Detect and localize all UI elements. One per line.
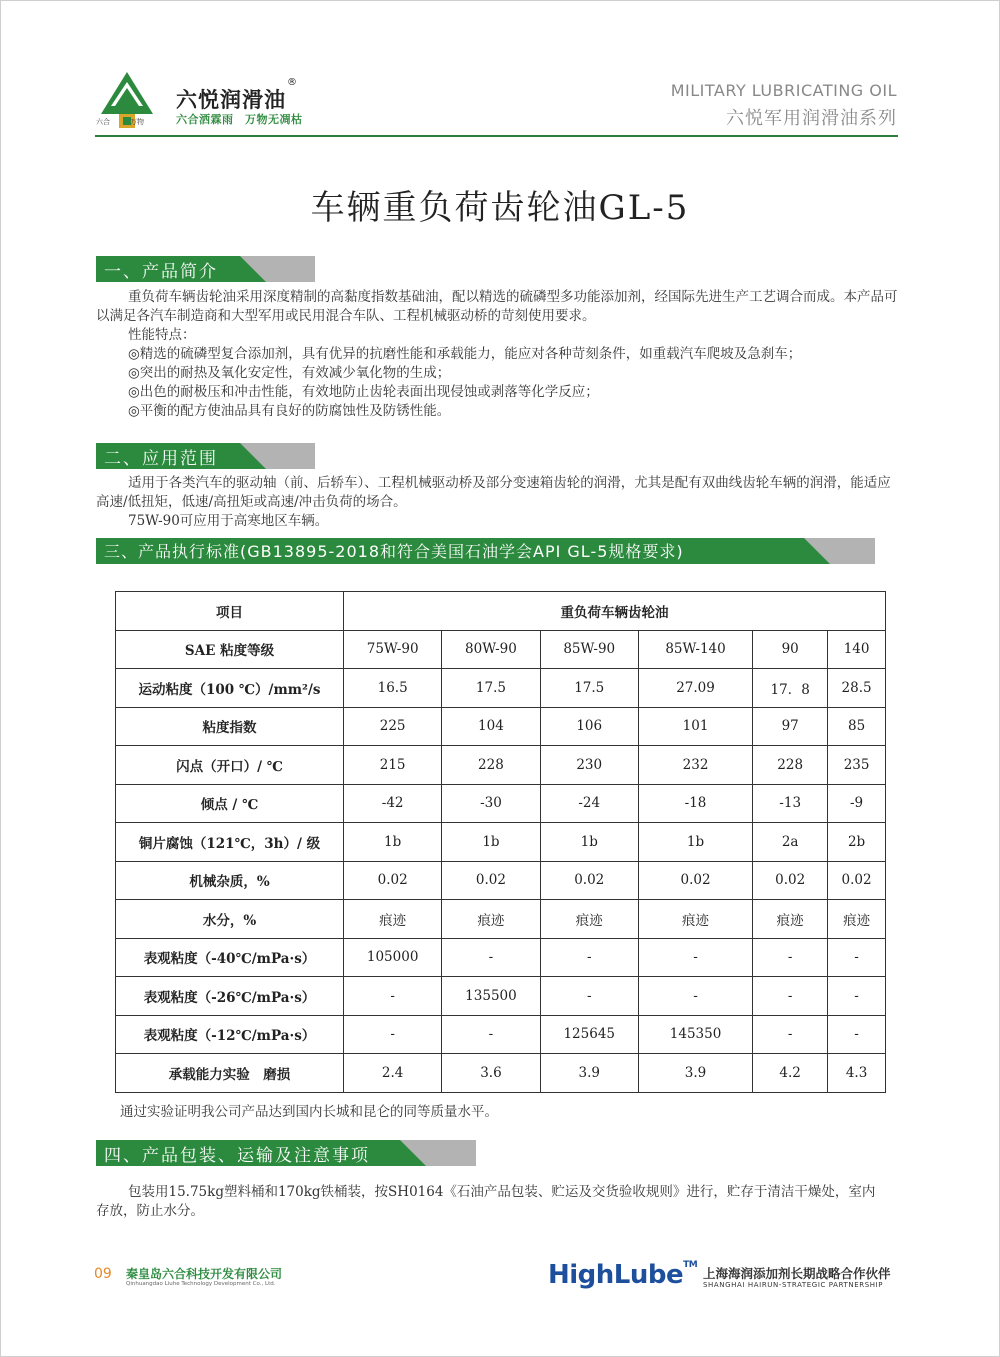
table-cell: -13 <box>753 784 828 823</box>
brand-name: 六悦润滑油 <box>176 88 286 112</box>
table-cell: 2b <box>828 823 886 862</box>
row-label: 运动粘度（100 ℃）/mm²/s <box>116 669 344 708</box>
table-cell: - <box>828 977 886 1016</box>
table-cell: - <box>753 1015 828 1054</box>
table-cell: 101 <box>638 707 752 746</box>
table-cell: 痕迹 <box>442 900 540 939</box>
table-row <box>116 938 886 977</box>
table-cell: - <box>638 977 752 1016</box>
table-cell: 228 <box>442 746 540 785</box>
partner-text-cn: 上海海润添加剂长期战略合作伙伴 <box>703 1266 891 1281</box>
table-cell: - <box>540 977 638 1016</box>
table-cell: 0.02 <box>638 861 752 900</box>
table-cell: 3.9 <box>540 1054 638 1093</box>
table-cell: 232 <box>638 746 752 785</box>
table-cell: 97 <box>753 707 828 746</box>
table-row <box>116 669 886 708</box>
partner-text-en: SHANGHAI HAIRUN-STRATEGIC PARTNERSHIP <box>703 1281 884 1289</box>
table-row <box>116 1054 886 1093</box>
table-cell: 85W-90 <box>540 630 638 669</box>
table-cell: 16.5 <box>344 669 442 708</box>
table-header-row <box>116 592 886 631</box>
company-name-cn: 秦皇岛六合科技开发有限公司 <box>126 1267 283 1281</box>
table-cell: 17.5 <box>540 669 638 708</box>
application-text <box>96 474 901 531</box>
page-title: 车辆重负荷齿轮油GL-5 <box>310 188 690 228</box>
table-cell: 痕迹 <box>540 900 638 939</box>
features-title: 性能特点： <box>128 327 196 343</box>
table-cell: - <box>753 938 828 977</box>
table-cell: 106 <box>540 707 638 746</box>
table-cell: 0.02 <box>753 861 828 900</box>
table-cell: -30 <box>442 784 540 823</box>
brand-slogan: 六合洒霖雨 万物无凋枯 <box>176 113 303 126</box>
series-title-cn: 六悦军用润滑油系列 <box>726 108 897 129</box>
section-heading-intro: 一、产品简介 <box>96 256 315 282</box>
table-cell: - <box>638 938 752 977</box>
table-cell: 3.6 <box>442 1054 540 1093</box>
table-cell: 75W-90 <box>344 630 442 669</box>
table-cell: 125645 <box>540 1015 638 1054</box>
table-cell: 228 <box>753 746 828 785</box>
section-heading-packaging: 四、产品包装、运输及注意事项 <box>96 1140 476 1166</box>
header-cell-item: 项目 <box>116 592 344 631</box>
table-cell: 235 <box>828 746 886 785</box>
table-cell: 28.5 <box>828 669 886 708</box>
company-name-en: Qinhuangdao Liuhe Technology Development Co., Ltd. <box>126 1281 276 1287</box>
table-row <box>116 784 886 823</box>
row-label: 承载能力实验 磨损 <box>116 1054 344 1093</box>
packaging-text <box>96 1183 886 1221</box>
feature-item: ◎精选的硫磷型复合添加剂，具有优异的抗磨性能和承载能力，能应对各种苛刻条件，如重载汽车爬坡及急刹车； <box>128 346 802 362</box>
table-cell: 140 <box>828 630 886 669</box>
application-paragraph: 适用于各类汽车的驱动轴（前、后轿车）、工程机械驱动桥及部分变速箱齿轮的润滑，尤其是配有双曲线齿轮车辆的润滑，能适应高速/低扭矩，低速/高扭矩或高速/冲击负荷的场合。 <box>96 475 891 510</box>
row-label: 机械杂质，% <box>116 861 344 900</box>
table-cell: 135500 <box>442 977 540 1016</box>
table-cell: 17.5 <box>442 669 540 708</box>
table-row <box>116 977 886 1016</box>
table-cell: 85W-140 <box>638 630 752 669</box>
table-cell: 17．8 <box>753 669 828 708</box>
series-title-en: MILITARY LUBRICATING OIL <box>670 81 897 100</box>
table-row <box>116 861 886 900</box>
table-cell: 痕迹 <box>753 900 828 939</box>
feature-item: ◎突出的耐热及氧化安定性，有效减少氧化物的生成； <box>128 365 451 381</box>
table-cell: - <box>828 1015 886 1054</box>
table-cell: - <box>442 1015 540 1054</box>
row-label: SAE 粘度等级 <box>116 630 344 669</box>
table-cell: 230 <box>540 746 638 785</box>
table-cell: 1b <box>638 823 752 862</box>
table-cell: 0.02 <box>540 861 638 900</box>
table-row <box>116 630 886 669</box>
table-cell: - <box>344 1015 442 1054</box>
table-cell: 1b <box>344 823 442 862</box>
header-cell-product: 重负荷车辆齿轮油 <box>344 592 886 631</box>
table-cell: - <box>828 938 886 977</box>
table-cell: 80W-90 <box>442 630 540 669</box>
highlube-logo: HighLube™ <box>548 1260 698 1290</box>
table-cell: 痕迹 <box>344 900 442 939</box>
table-cell: -18 <box>638 784 752 823</box>
table-cell: - <box>540 938 638 977</box>
table-cell: 1b <box>540 823 638 862</box>
table-row <box>116 1015 886 1054</box>
standard-footnote-wrap <box>96 1103 901 1122</box>
table-cell: 2a <box>753 823 828 862</box>
table-cell: 215 <box>344 746 442 785</box>
spec-table <box>115 591 886 1093</box>
table-cell: 1b <box>442 823 540 862</box>
row-label: 表观粘度（-26℃/mPa·s） <box>116 977 344 1016</box>
table-row <box>116 707 886 746</box>
section-heading-standard: 三、产品执行标准(GB13895-2018和符合美国石油学会API GL-5规格要求) <box>96 538 875 564</box>
table-cell: 痕迹 <box>638 900 752 939</box>
table-cell: 105000 <box>344 938 442 977</box>
table-row <box>116 900 886 939</box>
row-label: 倾点 / ℃ <box>116 784 344 823</box>
logo-caption: 六合 万物 <box>96 118 145 126</box>
table-cell: - <box>344 977 442 1016</box>
page-number: 09 <box>94 1266 112 1282</box>
table-cell: 90 <box>753 630 828 669</box>
registered-mark: ® <box>287 77 297 88</box>
intro-text <box>96 288 901 421</box>
table-cell: 0.02 <box>828 861 886 900</box>
table-row <box>116 823 886 862</box>
table-cell: - <box>442 938 540 977</box>
row-label: 水分，% <box>116 900 344 939</box>
row-label: 表观粘度（-12℃/mPa·s） <box>116 1015 344 1054</box>
table-cell: -42 <box>344 784 442 823</box>
table-cell: - <box>753 977 828 1016</box>
intro-paragraph: 重负荷车辆齿轮油采用深度精制的高黏度指数基础油，配以精选的硫磷型多功能添加剂，经国际先进生产工艺调合而成。本产品可以满足各汽车制造商和大型军用或民用混合车队、工程机械驱动桥的苛刻使用要求。 <box>96 289 898 324</box>
feature-item: ◎出色的耐极压和冲击性能，有效地防止齿轮表面出现侵蚀或剥落等化学反应； <box>128 384 599 400</box>
table-cell: 0.02 <box>344 861 442 900</box>
table-cell: 0.02 <box>442 861 540 900</box>
application-note: 75W-90可应用于高寒地区车辆。 <box>128 513 329 529</box>
feature-item: ◎平衡的配方使油品具有良好的防腐蚀性及防锈性能。 <box>128 403 451 419</box>
standard-footnote: 通过实验证明我公司产品达到国内长城和昆仑的同等质量水平。 <box>120 1104 498 1120</box>
header-divider <box>95 135 898 137</box>
table-cell: 145350 <box>638 1015 752 1054</box>
table-cell: -9 <box>828 784 886 823</box>
table-cell: 27.09 <box>638 669 752 708</box>
packaging-paragraph: 包装用15.75kg塑料桶和170kg铁桶装，按SH0164《石油产品包装、贮运及交货验收规则》进行，贮存于清洁干燥处，室内存放，防止水分。 <box>96 1184 876 1219</box>
table-cell: -24 <box>540 784 638 823</box>
table-row <box>116 746 886 785</box>
row-label: 粘度指数 <box>116 707 344 746</box>
table-cell: 痕迹 <box>828 900 886 939</box>
row-label: 铜片腐蚀（121℃，3h）/ 级 <box>116 823 344 862</box>
table-cell: 2.4 <box>344 1054 442 1093</box>
table-cell: 85 <box>828 707 886 746</box>
row-label: 表观粘度（-40℃/mPa·s） <box>116 938 344 977</box>
table-cell: 225 <box>344 707 442 746</box>
table-cell: 4.2 <box>753 1054 828 1093</box>
table-cell: 3.9 <box>638 1054 752 1093</box>
row-label: 闪点（开口）/ ℃ <box>116 746 344 785</box>
section-heading-application: 二、应用范围 <box>96 443 315 469</box>
table-cell: 104 <box>442 707 540 746</box>
table-cell: 4.3 <box>828 1054 886 1093</box>
